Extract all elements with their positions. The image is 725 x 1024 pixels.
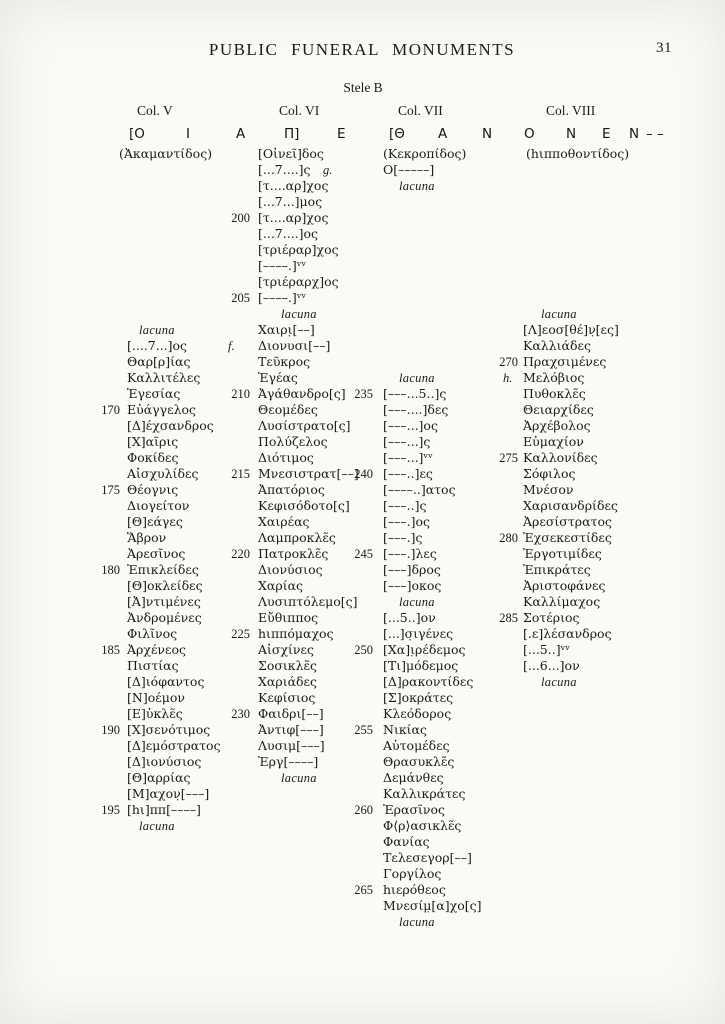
name-entry: Μνεσίμ̣[α]χο[ς] bbox=[383, 898, 482, 913]
name-entry: Ἐρασῖνος bbox=[383, 802, 446, 817]
name-entry: Δεμάνθες bbox=[383, 770, 444, 785]
entry-line bbox=[0, 210, 725, 226]
name-entry: [...7...]μος bbox=[258, 194, 323, 209]
lacuna-note: lacuna bbox=[399, 915, 435, 929]
line-number: 280 bbox=[499, 531, 518, 545]
name-entry: Αἰσχυλίδες bbox=[127, 466, 199, 481]
name-entry: Ἅβρον bbox=[127, 530, 167, 545]
line-number: 260 bbox=[354, 803, 373, 817]
line-number: 240 bbox=[354, 467, 373, 481]
name-entry: [Τι]μόδεμος bbox=[383, 658, 459, 673]
name-entry: [Δ]εμόστρατος bbox=[127, 738, 221, 753]
line-number: 220 bbox=[231, 547, 250, 561]
name-entry: Εὐάγγελος bbox=[127, 402, 197, 417]
name-entry: Ἀνδρομένες bbox=[127, 610, 202, 625]
name-entry: Σοσικλε̃ς bbox=[258, 658, 318, 673]
name-entry: Διονυσι[––] bbox=[258, 338, 331, 353]
name-entry: Ο[–––––] bbox=[383, 162, 435, 177]
name-entry: Αὐτομέδες bbox=[383, 738, 450, 753]
name-entry: [–––..]ς bbox=[383, 498, 427, 513]
entry-line bbox=[0, 242, 725, 258]
name-entry: Φανίας bbox=[383, 834, 430, 849]
name-entry: Λαμπροκλε̃ς bbox=[258, 530, 336, 545]
name-entry: [–––.]λες bbox=[383, 546, 437, 561]
entry-line bbox=[0, 770, 725, 786]
entry-line bbox=[0, 610, 725, 626]
entry-line bbox=[0, 370, 725, 386]
name-entry: [––––.]ᵛᵛ bbox=[258, 258, 307, 273]
lacuna-note: lacuna bbox=[399, 371, 435, 385]
entry-line bbox=[0, 434, 725, 450]
name-entry: Λυσιπτόλεμο[ς] bbox=[258, 594, 358, 609]
name-entry: Κεφισόδοτο[ς] bbox=[258, 498, 350, 513]
name-entry: Φιλῖνος bbox=[127, 626, 178, 641]
name-entry: [–––]δρος bbox=[383, 562, 441, 577]
name-entry: Ἐπικλείδες bbox=[127, 562, 199, 577]
name-entry: [Δ]ρακοντίδες bbox=[383, 674, 474, 689]
name-entry: [––––..]ατος bbox=[383, 482, 456, 497]
name-entry: Νικίας bbox=[383, 722, 427, 737]
stele-heading: Stele B bbox=[343, 80, 383, 95]
name-entry: Κλεόδορος bbox=[383, 706, 452, 721]
name-entry: Θειαρχίδες bbox=[523, 402, 594, 417]
name-entry: Τελεσεγορ[––] bbox=[383, 850, 472, 865]
name-entry: (Ἀκαμαντίδος) bbox=[119, 146, 213, 161]
page-title: PUBLIC FUNERAL MONUMENTS bbox=[208, 40, 516, 59]
inscription-letter: Ν bbox=[629, 126, 640, 142]
inscription-letter: Ν bbox=[566, 126, 577, 142]
entry-line bbox=[0, 834, 725, 850]
name-entry: [–––...5..]ς bbox=[383, 386, 447, 401]
entry-line bbox=[0, 418, 725, 434]
name-entry: [Ε]ὐκλε̃ς bbox=[127, 706, 183, 721]
name-entry: Διονύσιος bbox=[258, 562, 323, 577]
name-entry: Ἀπατόριος bbox=[258, 482, 325, 497]
entry-line bbox=[0, 498, 725, 514]
name-entry: [Ἀ]ντιμένες bbox=[127, 594, 201, 609]
entry-line bbox=[0, 354, 725, 370]
name-entry: Θέογνις bbox=[127, 482, 179, 497]
entry-line bbox=[0, 882, 725, 898]
name-entry: Γοργίλος bbox=[383, 866, 442, 881]
name-entry: Ἀρχένεος bbox=[127, 642, 187, 657]
name-entry: Καλλιάδες bbox=[523, 338, 591, 353]
name-entry: [τ....αρ]χος bbox=[258, 178, 329, 193]
name-entry: [–––...]ς bbox=[383, 434, 431, 449]
line-number: 175 bbox=[101, 483, 120, 497]
line-number: 255 bbox=[354, 723, 373, 737]
entry-line bbox=[0, 562, 725, 578]
line-number: 245 bbox=[354, 547, 373, 561]
column-header-col-vi: Col. VI bbox=[279, 103, 320, 118]
name-entry: Φοκίδες bbox=[127, 450, 179, 465]
page-number: 31 bbox=[656, 40, 672, 56]
entry-line bbox=[0, 322, 725, 338]
name-entry: Καλλονίδες bbox=[523, 450, 598, 465]
name-entry: Αἰσχίνες bbox=[258, 642, 315, 657]
inscription-letter: Π] bbox=[284, 126, 300, 142]
line-number: 190 bbox=[101, 723, 120, 737]
line-number: 185 bbox=[101, 643, 120, 657]
name-entry: Εὐμαχίον bbox=[523, 434, 584, 449]
name-entry: [Χ]σενότιμος bbox=[127, 722, 211, 737]
inscription-letter: Ν bbox=[482, 126, 493, 142]
entry-line bbox=[0, 866, 725, 882]
name-entry: Χαριάδες bbox=[258, 674, 318, 689]
entry-line bbox=[0, 818, 725, 834]
name-entry: [...5..]ᵛᵛ bbox=[523, 642, 570, 657]
inscription-letter: – – bbox=[646, 126, 664, 142]
entry-line bbox=[0, 626, 725, 642]
lacuna-note: lacuna bbox=[541, 675, 577, 689]
line-number: 180 bbox=[101, 563, 120, 577]
name-entry: (Κεκροπίδος) bbox=[383, 146, 467, 161]
name-entry: [Θ]οκλείδες bbox=[127, 578, 203, 593]
entry-line bbox=[0, 786, 725, 802]
name-entry: [–––.]ος bbox=[383, 514, 431, 529]
entry-line bbox=[0, 898, 725, 914]
name-entry: [τ....αρ]χος bbox=[258, 210, 329, 225]
name-entry: Μνεσιστρατ[––] bbox=[258, 466, 359, 481]
name-entry: Εὔθιππος bbox=[258, 610, 319, 625]
name-entry: [Χ]αῖρις bbox=[127, 434, 179, 449]
name-entry: [–––....]δες bbox=[383, 402, 449, 417]
name-entry: [Λ]εοσ[θέ]ν̣[ες] bbox=[523, 322, 619, 337]
name-entry: Θαρ[ρ]ίας bbox=[127, 354, 191, 369]
name-entry: Ἑγεσίας bbox=[127, 386, 181, 401]
name-entry: [...7....]ς bbox=[258, 162, 311, 177]
name-entry: Διογείτον bbox=[127, 498, 190, 513]
name-entry: Ἑγέας bbox=[258, 370, 298, 385]
line-number: 275 bbox=[499, 451, 518, 465]
name-entry: Μελόβιος bbox=[523, 370, 585, 385]
name-entry: Σοτέριος bbox=[523, 610, 580, 625]
fragment-marker: f. bbox=[228, 339, 235, 353]
name-entry: [Σ]οκράτες bbox=[383, 690, 454, 705]
name-entry: [...7....]ος bbox=[258, 226, 319, 241]
inscription-letter: Ε bbox=[602, 126, 611, 142]
name-entry: [Θ]αρρίας bbox=[127, 770, 191, 785]
line-number: 285 bbox=[499, 611, 518, 625]
line-number: 210 bbox=[231, 387, 250, 401]
name-entry: [....7...]ος bbox=[127, 338, 188, 353]
entry-line bbox=[0, 258, 725, 274]
entry-line bbox=[0, 642, 725, 658]
name-entry: Ἐχσεκεστίδες bbox=[523, 530, 612, 545]
entry-line bbox=[0, 578, 725, 594]
line-number: 235 bbox=[354, 387, 373, 401]
name-entry: hιππόμαχος bbox=[258, 626, 334, 641]
column-header-col-viii: Col. VIII bbox=[546, 103, 596, 118]
name-entry: Ἀντιφ[–––] bbox=[258, 722, 324, 737]
inscription-letter: Α bbox=[236, 126, 246, 142]
name-entry: Ἀγάθανδρο[ς] bbox=[258, 386, 346, 401]
name-entry: Ἀρχέβολος bbox=[523, 418, 591, 433]
name-entry: Ἀριστοφάνες bbox=[523, 578, 606, 593]
lacuna-line bbox=[0, 914, 725, 930]
fragment-marker: g. bbox=[323, 163, 333, 177]
name-entry: Πιστίας bbox=[127, 658, 179, 673]
name-entry: [Μ]αχον̣[–––] bbox=[127, 786, 210, 801]
column-header-col-vii: Col. VII bbox=[398, 103, 443, 118]
name-entry: Κεφίσιος bbox=[258, 690, 316, 705]
name-entry: Πυθοκλε̃ς bbox=[523, 386, 586, 401]
name-entry: [Θ]εάγες bbox=[127, 514, 183, 529]
name-entry: [–––]οκος bbox=[383, 578, 442, 593]
lacuna-note: lacuna bbox=[139, 819, 175, 833]
name-entry: Χαιρέας bbox=[258, 514, 310, 529]
entry-line bbox=[0, 482, 725, 498]
name-entry: Τεῦκρος bbox=[258, 354, 311, 369]
name-entry: [...]σ̣ιγένες bbox=[383, 626, 454, 641]
inscription-letter: Α bbox=[438, 126, 448, 142]
name-entry: Χαρίας bbox=[258, 578, 304, 593]
name-entry: Πολύζελος bbox=[258, 434, 328, 449]
name-entry: [...6...]ον bbox=[523, 658, 580, 673]
entry-line bbox=[0, 466, 725, 482]
entry-line bbox=[0, 162, 725, 178]
name-entry: [hι]ππ[––––] bbox=[127, 802, 201, 817]
entry-line bbox=[0, 850, 725, 866]
name-entry: [––––.]ᵛᵛ bbox=[258, 290, 307, 305]
name-entry: Λυσιμ[–––] bbox=[258, 738, 325, 753]
name-entry: [.ε]λέσανδρος bbox=[523, 626, 612, 641]
name-entry: Φ⟨ρ⟩ασικλε̃ς bbox=[383, 818, 462, 833]
name-entry: Ἀρεσῖνος bbox=[127, 546, 186, 561]
name-entry: [Οἰνεῖ]δος bbox=[258, 146, 324, 161]
entry-line bbox=[0, 274, 725, 290]
entry-line bbox=[0, 402, 725, 418]
name-entry: Χαρισανδρίδες bbox=[523, 498, 618, 513]
entry-line bbox=[0, 290, 725, 306]
entry-line bbox=[0, 658, 725, 674]
name-entry: [τριέραρ]χος bbox=[258, 242, 339, 257]
name-entry: [...5..]ον bbox=[383, 610, 436, 625]
entry-line bbox=[0, 706, 725, 722]
name-entry: Θεομέδες bbox=[258, 402, 318, 417]
lacuna-note: lacuna bbox=[399, 595, 435, 609]
inscription-letter: Ε bbox=[337, 126, 346, 142]
inscription-letter: Ο bbox=[524, 126, 535, 142]
name-entry: Ἐπικράτες bbox=[523, 562, 591, 577]
name-entry: [–––...]ᵛᵛ bbox=[383, 450, 433, 465]
line-number: 265 bbox=[354, 883, 373, 897]
name-entry: Διότιμος bbox=[258, 450, 314, 465]
name-entry: Καλλίμαχος bbox=[523, 594, 601, 609]
line-number: 225 bbox=[231, 627, 250, 641]
lacuna-line bbox=[0, 306, 725, 322]
entry-line bbox=[0, 194, 725, 210]
line-number: 230 bbox=[231, 707, 250, 721]
lacuna-note: lacuna bbox=[139, 323, 175, 337]
entry-line bbox=[0, 226, 725, 242]
entry-line bbox=[0, 338, 725, 354]
name-entry: [Χα]ι̣ρέδεμος bbox=[383, 642, 466, 657]
name-entry: Μνέσον bbox=[523, 482, 574, 497]
line-number: 215 bbox=[231, 467, 250, 481]
name-entry: Καλλιτέλες bbox=[127, 370, 201, 385]
line-number: 195 bbox=[101, 803, 120, 817]
name-entry: [–––..]ες bbox=[383, 466, 433, 481]
name-entry: [Δ]ιόφαντος bbox=[127, 674, 205, 689]
name-entry: (hιπποθοντίδος) bbox=[526, 146, 630, 161]
line-number: 250 bbox=[354, 643, 373, 657]
name-entry: [Δ]έχσανδρος bbox=[127, 418, 214, 433]
entry-line bbox=[0, 722, 725, 738]
lacuna-line bbox=[0, 674, 725, 690]
name-entry: Καλλικράτες bbox=[383, 786, 466, 801]
name-entry: [–––.]ς bbox=[383, 530, 423, 545]
name-entry: [Ν]οέμον bbox=[127, 690, 185, 705]
column-header-col-v: Col. V bbox=[137, 103, 173, 118]
name-entry: Φαιδρι[––] bbox=[258, 706, 324, 721]
entry-line bbox=[0, 530, 725, 546]
line-number: 270 bbox=[499, 355, 518, 369]
line-number: 170 bbox=[101, 403, 120, 417]
entry-line bbox=[0, 690, 725, 706]
lacuna-note: lacuna bbox=[399, 179, 435, 193]
name-entry: Λυσίστρατο[ς] bbox=[258, 418, 351, 433]
entry-line bbox=[0, 546, 725, 562]
entry-line bbox=[0, 514, 725, 530]
entry-line bbox=[0, 146, 725, 162]
inscription-letter: Ι bbox=[186, 126, 190, 142]
lacuna-note: lacuna bbox=[281, 307, 317, 321]
name-entry: Ἐργοτιμίδες bbox=[523, 546, 602, 561]
line-number: 200 bbox=[231, 211, 250, 225]
name-entry: [Δ]ιονύσιος bbox=[127, 754, 202, 769]
lacuna-line bbox=[0, 178, 725, 194]
name-entry: Σόφιλος bbox=[523, 466, 576, 481]
line-number: 205 bbox=[231, 291, 250, 305]
name-entry: hιερόθεος bbox=[383, 882, 446, 897]
name-entry: [–––...]ος bbox=[383, 418, 438, 433]
inscription-letter: [Ο bbox=[129, 126, 145, 142]
name-entry: Θρασυκλε̃ς bbox=[383, 754, 455, 769]
name-entry: Ἀρεσίστρατος bbox=[523, 514, 612, 529]
lacuna-note: lacuna bbox=[541, 307, 577, 321]
entry-line bbox=[0, 386, 725, 402]
entry-line bbox=[0, 802, 725, 818]
name-entry: [τριέραρχ]ος bbox=[258, 274, 339, 289]
entry-line bbox=[0, 738, 725, 754]
lacuna-note: lacuna bbox=[281, 771, 317, 785]
name-entry: Πραχσιμένες bbox=[523, 354, 607, 369]
fragment-marker: h. bbox=[503, 371, 513, 385]
name-entry: Χαιρι̣[––] bbox=[258, 322, 315, 337]
entry-line bbox=[0, 450, 725, 466]
entry-line bbox=[0, 754, 725, 770]
name-entry: Πατροκλε̃ς bbox=[258, 546, 329, 561]
inscription-letter: [Θ bbox=[389, 126, 405, 142]
entry-line bbox=[0, 594, 725, 610]
name-entry: Ἐργ[––––] bbox=[258, 754, 319, 769]
